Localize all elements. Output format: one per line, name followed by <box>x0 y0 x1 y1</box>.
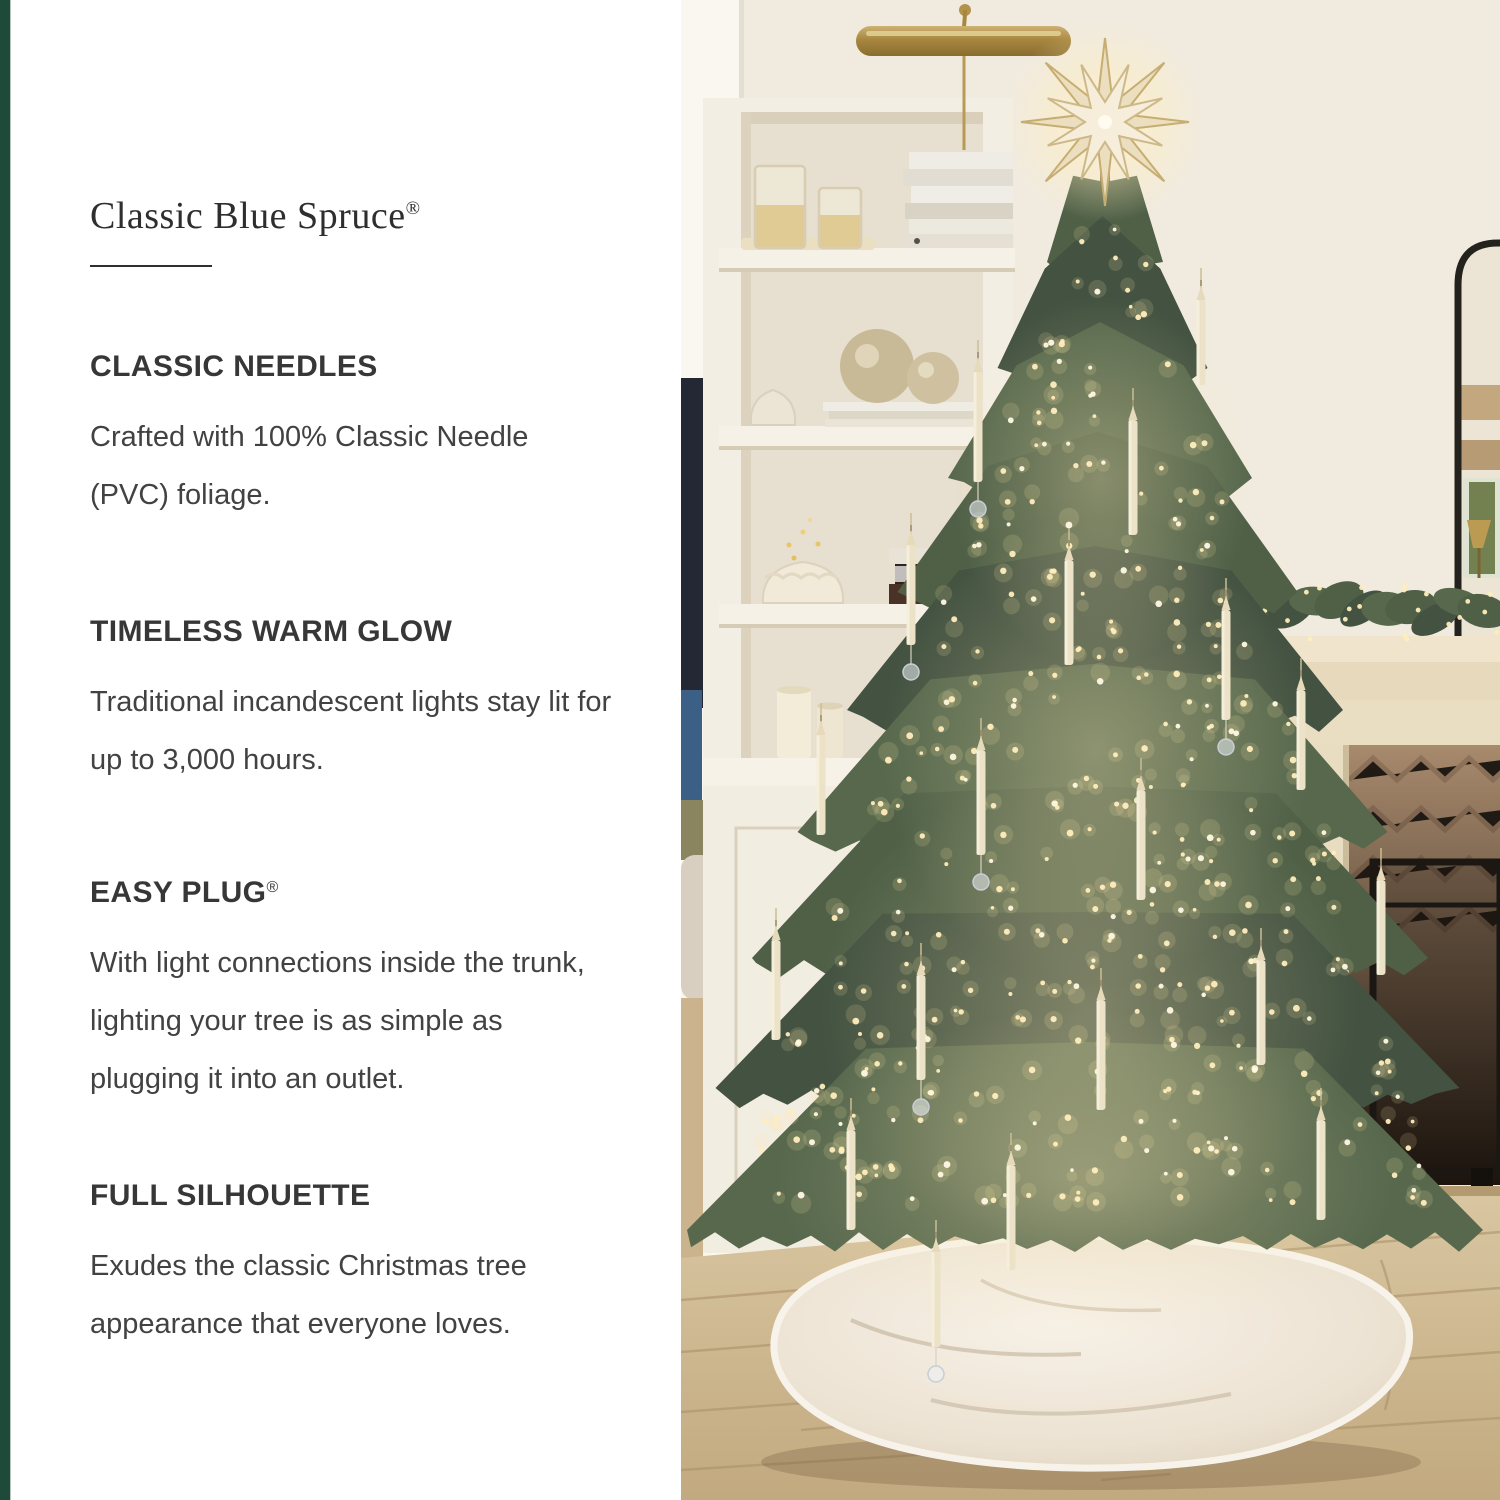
living-room-illustration <box>681 0 1500 1500</box>
feature-body: With light connections inside the trunk, lighting your tree is as simple as plugging it into an outlet. <box>90 947 585 1095</box>
product-title <box>90 186 635 239</box>
title-underline <box>90 265 212 267</box>
feature-timeless-warm-glow <box>90 608 635 789</box>
feature-body: Exudes the classic Christmas tree appearance that everyone loves. <box>90 1250 527 1340</box>
feature-heading: EASY PLUG® <box>90 876 279 909</box>
product-photo <box>681 0 1500 1500</box>
feature-full-silhouette <box>90 1172 635 1353</box>
book-stack-top <box>903 152 1013 248</box>
feature-heading: CLASSIC NEEDLES <box>90 350 378 383</box>
feature-body: Crafted with 100% Classic Needle (PVC) foliage. <box>90 421 529 511</box>
feature-heading: TIMELESS WARM GLOW <box>90 615 453 648</box>
product-title-text: Classic Blue Spruce <box>90 195 406 237</box>
registered-mark: ® <box>405 198 421 219</box>
star-tree-topper <box>1005 22 1205 222</box>
arched-mirror <box>1451 240 1500 650</box>
feature-heading: FULL SILHOUETTE <box>90 1179 371 1212</box>
brand-accent-stripe <box>0 0 11 1500</box>
feature-easy-plug <box>90 869 635 1108</box>
feature-classic-needles <box>90 343 635 524</box>
feature-panel <box>90 186 635 1353</box>
feature-body: Traditional incandescent lights stay lit for up to 3,000 hours. <box>90 686 612 776</box>
